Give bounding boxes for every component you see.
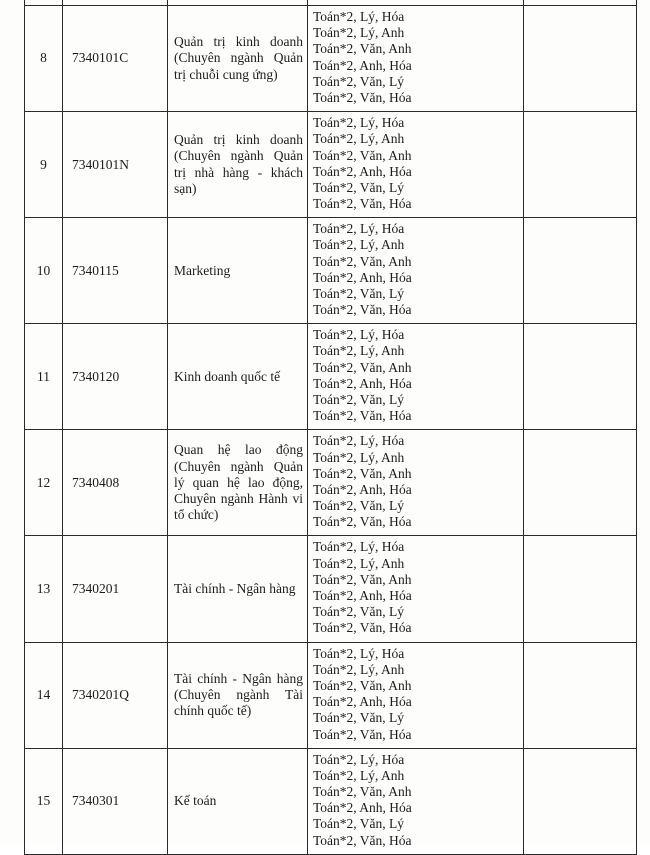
- subject-combination: Toán*2, Lý, Anh: [313, 237, 405, 253]
- note-cell: [524, 218, 637, 324]
- note-cell: [524, 748, 637, 854]
- subject-combination: Toán*2, Văn, Anh: [313, 677, 412, 693]
- subject-combination: Toán*2, Văn, Lý: [313, 710, 405, 726]
- table-body: [25, 0, 637, 854]
- note-cell: [524, 536, 637, 642]
- row-number: 15: [25, 748, 63, 854]
- subject-combination: Toán*2, Anh, Hóa: [313, 800, 412, 816]
- subject-combination: Toán*2, Văn, Anh: [313, 571, 412, 587]
- subject-combination: Toán*2, Lý, Hóa: [313, 327, 405, 343]
- major-code: 7340115: [63, 218, 168, 324]
- subject-combination: Toán*2, Văn, Hóa: [313, 620, 412, 636]
- note-cell: [524, 112, 637, 218]
- note-cell: [524, 6, 637, 112]
- subject-combinations: [308, 6, 524, 112]
- subject-combination: Toán*2, Anh, Hóa: [313, 163, 412, 179]
- subject-combination: Toán*2, Văn, Hóa: [313, 408, 412, 424]
- subject-combination: Toán*2, Lý, Hóa: [313, 539, 405, 555]
- row-number: 11: [25, 324, 63, 430]
- row-number: 9: [25, 112, 63, 218]
- major-code: 7340120: [63, 324, 168, 430]
- table-row: [25, 112, 637, 218]
- subject-combination: Toán*2, Văn, Lý: [313, 392, 405, 408]
- note-cell: [524, 324, 637, 430]
- subject-combination: Toán*2, Văn, Hóa: [313, 832, 412, 848]
- subject-combination: Toán*2, Văn, Anh: [313, 253, 412, 269]
- subject-combination: Toán*2, Lý, Hóa: [313, 221, 405, 237]
- subject-combination: Toán*2, Lý, Anh: [313, 555, 405, 571]
- subject-combination: Toán*2, Văn, Hóa: [313, 196, 412, 212]
- major-name: Quan hệ lao động (Chuyên ngành Quản lý quan hệ lao động, Chuyên ngành Hành vi tổ chức): [168, 430, 308, 536]
- major-name: Marketing: [168, 218, 308, 324]
- major-name: Tài chính - Ngân hàng (Chuyên ngành Tài chính quốc tế): [168, 642, 308, 748]
- subject-combination: Toán*2, Lý, Hóa: [313, 645, 405, 661]
- subject-combination: Toán*2, Văn, Lý: [313, 498, 405, 514]
- major-name: Quản trị kinh doanh (Chuyên ngành Quản trị chuỗi cung ứng): [168, 6, 308, 112]
- major-name: Kinh doanh quốc tế: [168, 324, 308, 430]
- major-code: 7340201: [63, 536, 168, 642]
- table-row: [25, 6, 637, 112]
- subject-combination: Toán*2, Lý, Anh: [313, 767, 405, 783]
- subject-combination: Toán*2, Lý, Hóa: [313, 433, 405, 449]
- table-row: [25, 536, 637, 642]
- table-row: [25, 748, 637, 854]
- note-cell: [524, 642, 637, 748]
- subject-combination: Toán*2, Văn, Anh: [313, 41, 412, 57]
- table-row: [25, 324, 637, 430]
- admission-table: [24, 0, 637, 855]
- major-name: Quản trị kinh doanh (Chuyên ngành Quản trị nhà hàng - khách sạn): [168, 112, 308, 218]
- table-row: [25, 430, 637, 536]
- subject-combination: Toán*2, Anh, Hóa: [313, 588, 412, 604]
- subject-combination: Toán*2, Lý, Anh: [313, 343, 405, 359]
- row-number: 13: [25, 536, 63, 642]
- major-name: Tài chính - Ngân hàng: [168, 536, 308, 642]
- table-row: [25, 642, 637, 748]
- subject-combination: Toán*2, Lý, Hóa: [313, 9, 405, 24]
- subject-combination: Toán*2, Văn, Anh: [313, 784, 412, 800]
- major-code: 7340201Q: [63, 642, 168, 748]
- row-number: 12: [25, 430, 63, 536]
- subject-combination: Toán*2, Anh, Hóa: [313, 57, 412, 73]
- subject-combination: Toán*2, Văn, Lý: [313, 816, 405, 832]
- subject-combination: Toán*2, Văn, Hóa: [313, 514, 412, 530]
- major-code: 7340408: [63, 430, 168, 536]
- subject-combination: Toán*2, Anh, Hóa: [313, 481, 412, 497]
- major-code: 7340101C: [63, 6, 168, 112]
- row-number: 10: [25, 218, 63, 324]
- subject-combinations: [308, 642, 524, 748]
- subject-combination: Toán*2, Lý, Anh: [313, 661, 405, 677]
- subject-combinations: [308, 324, 524, 430]
- subject-combination: Toán*2, Văn, Hóa: [313, 90, 412, 106]
- subject-combination: Toán*2, Văn, Lý: [313, 179, 405, 195]
- row-number: 14: [25, 642, 63, 748]
- subject-combinations: [308, 218, 524, 324]
- subject-combination: Toán*2, Anh, Hóa: [313, 269, 412, 285]
- subject-combination: Toán*2, Văn, Lý: [313, 286, 405, 301]
- major-code: 7340301: [63, 748, 168, 854]
- subject-combinations: [308, 748, 524, 854]
- subject-combination: Toán*2, Văn, Hóa: [313, 726, 412, 742]
- subject-combination: Toán*2, Văn, Anh: [313, 465, 412, 481]
- subject-combination: Toán*2, Lý, Anh: [313, 131, 405, 147]
- subject-combinations: [308, 430, 524, 536]
- subject-combination: Toán*2, Văn, Anh: [313, 147, 412, 163]
- subject-combination: Toán*2, Văn, Lý: [313, 604, 405, 620]
- subject-combination: Toán*2, Văn, Lý: [313, 73, 405, 89]
- note-cell: [524, 430, 637, 536]
- subject-combination: Toán*2, Văn, Anh: [313, 359, 412, 375]
- subject-combination: Toán*2, Văn, Hóa: [313, 302, 412, 318]
- subject-combination: Toán*2, Lý, Hóa: [313, 751, 405, 767]
- table-row: [25, 218, 637, 324]
- subject-combinations: [308, 536, 524, 642]
- subject-combination: Toán*2, Lý, Anh: [313, 449, 405, 465]
- major-name: Kế toán: [168, 748, 308, 854]
- subject-combination: Toán*2, Anh, Hóa: [313, 694, 412, 710]
- subject-combinations: [308, 112, 524, 218]
- subject-combination: Toán*2, Lý, Anh: [313, 25, 405, 41]
- subject-combination: Toán*2, Anh, Hóa: [313, 375, 412, 391]
- major-code: 7340101N: [63, 112, 168, 218]
- row-number: 8: [25, 6, 63, 112]
- subject-combination: Toán*2, Lý, Hóa: [313, 115, 405, 131]
